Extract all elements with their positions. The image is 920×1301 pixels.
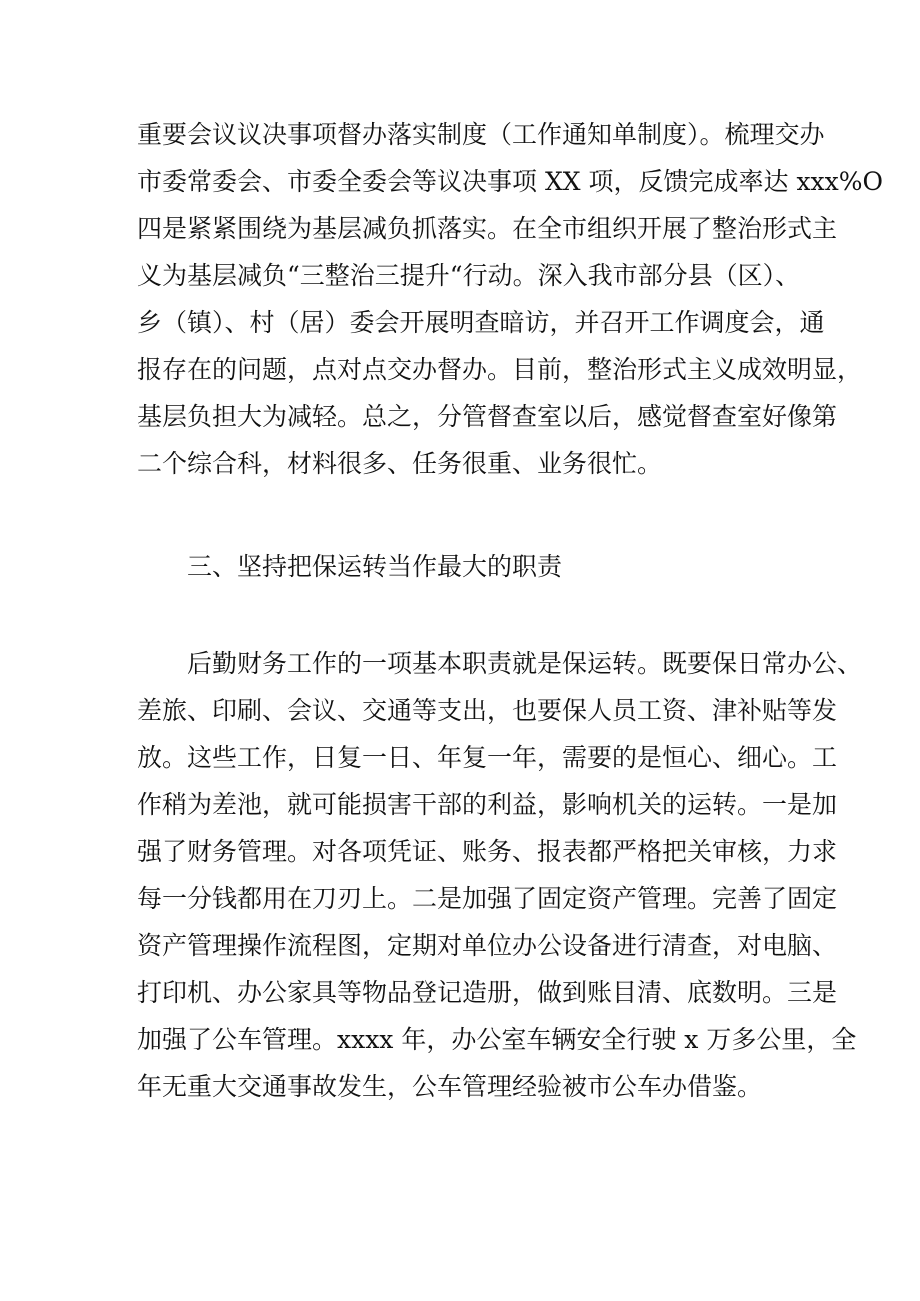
paragraph-1-line: 乡（镇）、村（居）委会开展明查暗访，并召开工作调度会，通 <box>137 308 825 337</box>
paragraph-1-line: 四是紧紧围绕为基层减负抓落实。在全市组织开展了整治形式主 <box>137 214 838 243</box>
paragraph-1-line: 重要会议议决事项督办落实制度（工作通知单制度）。梳理交办 <box>137 120 825 149</box>
paragraph-2-line: 每一分钱都用在刀刃上。二是加强了固定资产管理。完善了固定 <box>137 884 838 913</box>
paragraph-1-line: 基层负担大为减轻。总之，分管督查室以后，感觉督查室好像第 <box>137 402 838 431</box>
paragraph-2-line: 加强了公车管理。xxxx 年，办公室车辆安全行驶 x 万多公里，全 <box>137 1025 857 1054</box>
paragraph-2-line: 作稍为差池，就可能损害干部的利益，影响机关的运转。一是加 <box>137 790 838 819</box>
paragraph-2-line: 年无重大交通事故发生，公车管理经验被市公车办借鉴。 <box>137 1072 763 1101</box>
paragraph-2-line: 强了财务管理。对各项凭证、账务、报表都严格把关审核，力求 <box>137 837 838 866</box>
paragraph-2-line: 资产管理操作流程图，定期对单位办公设备进行清查，对电脑、 <box>137 931 838 960</box>
paragraph-1-line: 义为基层减负“三整治三提升“行动。深入我市部分县（区）、 <box>137 261 801 290</box>
paragraph-2-line: 打印机、办公家具等物品登记造册，做到账目清、底数明。三是 <box>137 978 838 1007</box>
paragraph-1-line: 二个综合科，材料很多、任务很重、业务很忙。 <box>137 449 663 478</box>
paragraph-2-line: 后勤财务工作的一项基本职责就是保运转。既要保日常办公、 <box>187 649 863 678</box>
section-heading: 三、坚持把保运转当作最大的职责 <box>187 552 563 581</box>
paragraph-2-line: 差旅、印刷、会议、交通等支出，也要保人员工资、津补贴等发 <box>137 696 838 725</box>
paragraph-2-line: 放。这些工作，日复一日、年复一年，需要的是恒心、细心。工 <box>137 743 838 772</box>
paragraph-1-line: 市委常委会、市委全委会等议决事项 XX 项，反馈完成率达 xxx%O <box>137 167 883 196</box>
paragraph-1-line: 报存在的问题，点对点交办督办。目前，整治形式主义成效明显， <box>137 355 863 384</box>
